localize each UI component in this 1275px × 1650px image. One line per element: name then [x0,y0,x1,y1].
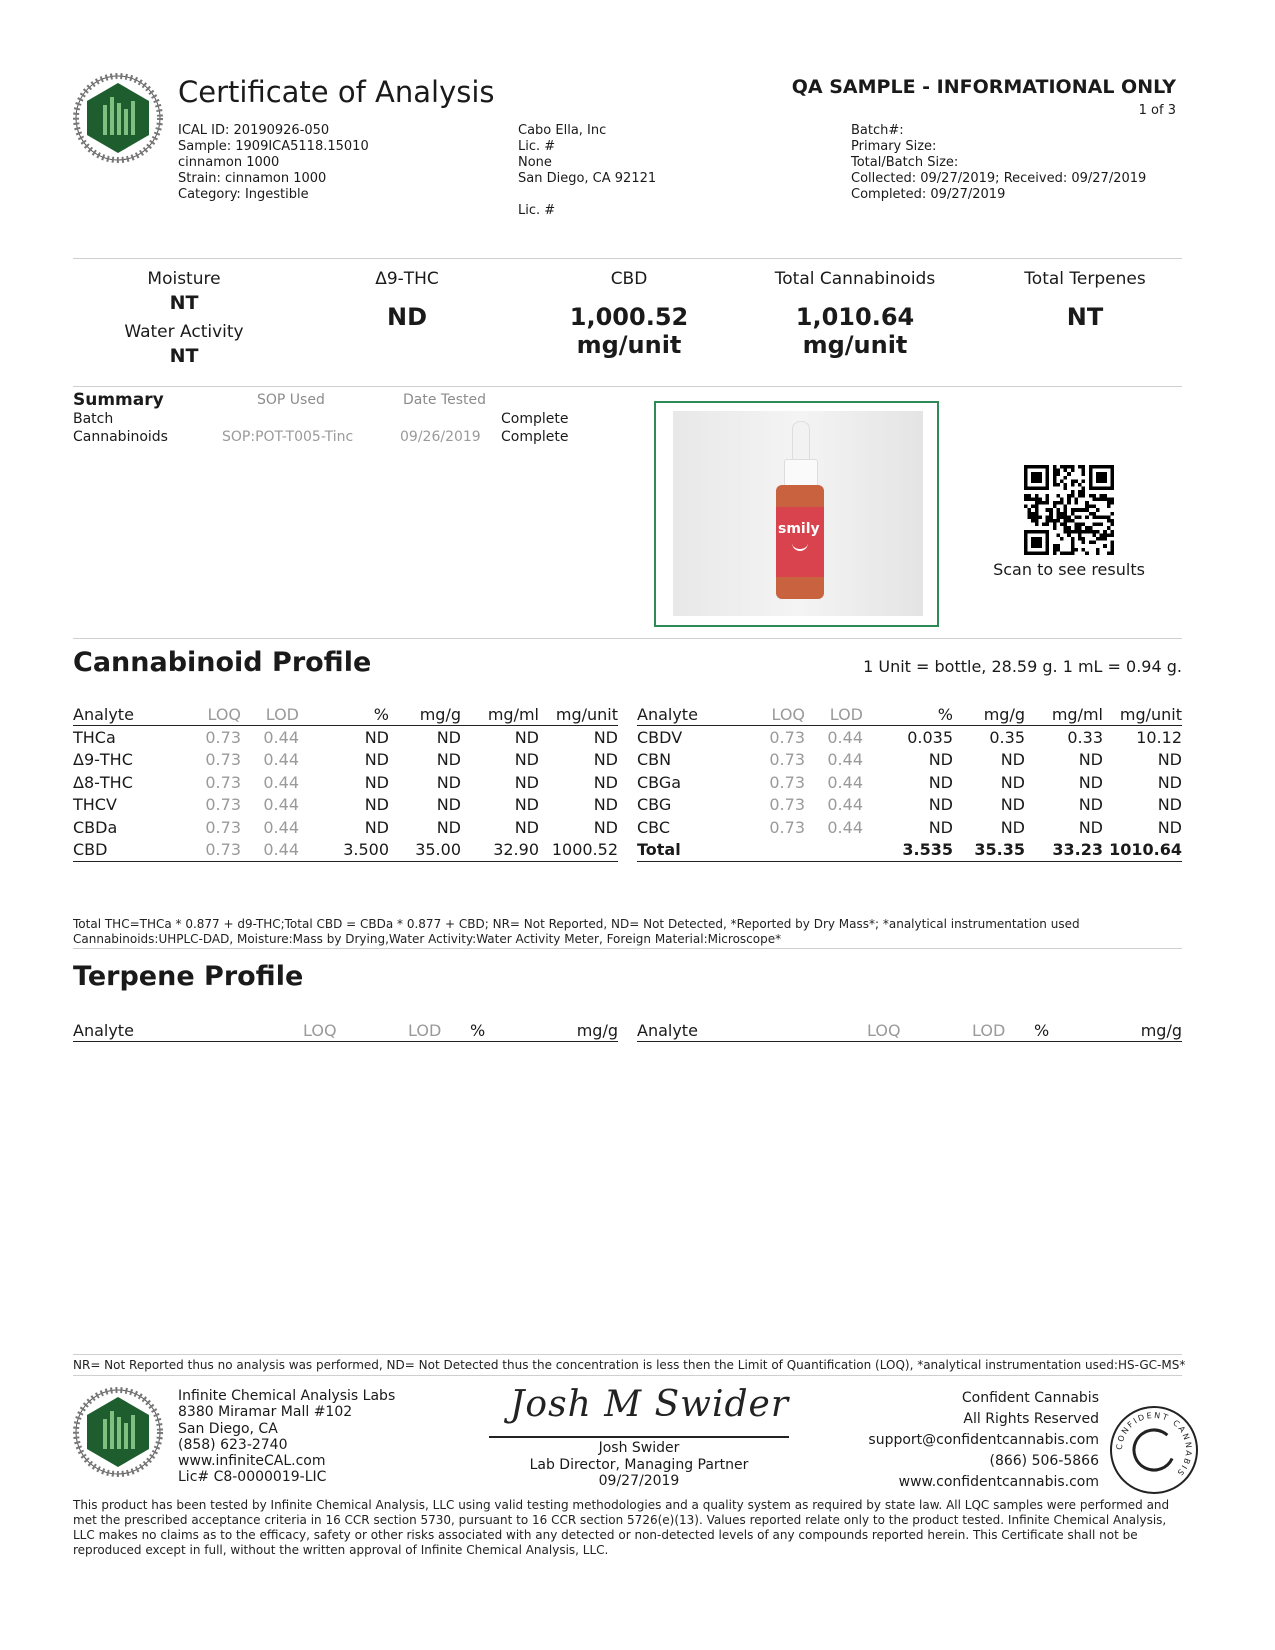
table-cell: 0.73 [769,817,805,837]
terpene-header-loq: LOQ [867,1019,972,1042]
table-cell: 35.35 [953,839,1025,862]
seal-text: CONFIDENT CANNABIS [1114,1410,1194,1479]
table-cell: ND [593,817,618,837]
divider [73,948,1182,949]
column-header-mgunit: mg/unit [539,703,618,726]
table-cell: ND [1000,772,1025,792]
signer-block [489,1440,789,1490]
moisture-value: NT [169,292,199,314]
summary-row-name: Cannabinoids [73,429,168,445]
table-cell: ND [514,727,539,747]
table-cell: ND [364,727,389,747]
table-cell: 0.73 [205,795,241,815]
table-cell: CBGa [637,772,682,792]
primary-size: Primary Size: [851,139,937,154]
terpene-header-lod: LOD [408,1019,470,1042]
table-row [73,726,618,749]
table-cell: ND [514,750,539,770]
qr-code-icon[interactable] [1024,465,1114,555]
client-name: Cabo Ella, Inc [518,123,607,138]
table-cell: 1000.52 [539,839,618,862]
cc-name: Confident Cannabis [961,1390,1099,1406]
terpene-header-mgg: mg/g [1104,1019,1182,1042]
column-header-mgg: mg/g [389,703,461,726]
page-number: 1 of 3 [1138,103,1176,118]
table-cell: 0.35 [989,727,1025,747]
terpene-header-mgg: mg/g [540,1019,618,1042]
signature-line [489,1436,789,1438]
total-batch-size: Total/Batch Size: [851,155,959,170]
qr-caption: Scan to see results [993,560,1145,579]
cbd-label: CBD [610,269,648,289]
client-address2: San Diego, CA 92121 [518,171,657,186]
lab-website[interactable]: www.infiniteCAL.com [178,1453,326,1470]
table-cell: 0.44 [241,839,299,862]
bottle [776,485,824,599]
table-cell: CBDa [73,817,118,837]
column-header-mgml: mg/ml [1025,703,1103,726]
summary-row-status: Complete [501,411,569,427]
summary-date-header: Date Tested [403,392,486,408]
footer-note: NR= Not Reported thus no analysis was performed, ND= Not Detected thus the concentration is less then the Limit of Quantification (LOQ), *analytical instrumentation used:HS-GC-MS* [73,1358,1186,1372]
total-cannabinoids-label: Total Cannabinoids [774,269,936,289]
table-cell: ND [436,817,461,837]
terpene-table-left [73,1019,618,1042]
confident-cannabis-seal-icon [1109,1405,1199,1495]
table-cell: 0.73 [769,772,805,792]
cbd-value: 1,000.52 mg/unit [569,303,689,359]
thc-value: ND [386,303,427,331]
table-cell: 0.44 [263,795,299,815]
table-cell: CBG [637,795,672,815]
table-cell: THCV [73,795,117,815]
signer-name: Josh Swider [598,1440,680,1456]
terpene-header-analyte: Analyte [73,1019,303,1042]
summary-row-status: Complete [501,429,569,445]
table-cell: 0.44 [827,727,863,747]
table-cell: ND [436,795,461,815]
summary-row [73,411,113,427]
bottle-label-text: smily [778,521,820,537]
summary-title: Summary [73,390,164,410]
table-cell: 3.535 [863,839,953,862]
cc-phone: (866) 506-5866 [989,1453,1099,1469]
table-cell: ND [1078,750,1103,770]
client-address1: None [518,155,552,170]
terpene-header-percent: % [470,1019,540,1042]
strain: Strain: cinnamon 1000 [178,171,327,186]
table-cell: ND [514,772,539,792]
cannabinoid-table-right [637,703,1182,862]
total-cannabinoids-value: 1,010.64 mg/unit [795,303,915,359]
terpene-table-right [637,1019,1182,1042]
terpene-header-lod: LOD [972,1019,1034,1042]
lab-logo [73,73,163,163]
divider [73,638,1182,639]
table-row [637,771,1182,794]
table-cell: 1010.64 [1103,839,1182,862]
table-cell: ND [928,750,953,770]
column-header-lod: LOD [241,703,299,726]
cc-rights: All Rights Reserved [963,1411,1099,1427]
table-row [73,816,618,839]
table-cell: ND [593,750,618,770]
lab-name: Infinite Chemical Analysis Labs [178,1388,396,1404]
table-cell: ND [436,727,461,747]
dropper-bulb [792,421,810,463]
table-cell: ND [593,772,618,792]
divider [73,1354,1182,1355]
table-cell: 33.23 [1025,839,1103,862]
qa-label: QA SAMPLE - INFORMATIONAL ONLY [791,76,1176,98]
total-row [637,839,1182,862]
table-cell: 0.73 [769,727,805,747]
batch-info [851,123,1146,203]
cannabinoid-footnote: Total THC=THCa * 0.877 + d9-THC;Total CBD = CBDa * 0.877 + CBD; NR= Not Reported, ND= Not Detected, *Reported by Dry Mass*; *analytical instrumentation used Cannabinoids:UHPLC-DAD, Moisture:Mass by Drying,Water Activity:Water Activity Meter, Foreign Material:Microscope* [73,917,1080,946]
table-cell: 0.73 [205,817,241,837]
lab-contact [178,1388,395,1486]
table-cell: 0.44 [263,750,299,770]
table-cell: ND [514,817,539,837]
terpene-header-percent: % [1034,1019,1104,1042]
total-terpenes-value: NT [1066,303,1104,331]
table-cell: ND [1157,750,1182,770]
table-cell: 32.90 [461,839,539,862]
category: Category: Ingestible [178,187,309,202]
column-header-mgunit: mg/unit [1103,703,1182,726]
table-cell: 0.73 [769,795,805,815]
collected-received: Collected: 09/27/2019; Received: 09/27/2019 [851,171,1147,186]
lab-city: San Diego, CA [178,1420,278,1437]
table-cell: 3.500 [299,839,389,862]
table-cell [747,839,805,862]
client-info [518,123,656,219]
product-photo-frame [654,401,939,627]
table-cell: Δ8-THC [73,772,133,792]
table-cell: ND [1078,772,1103,792]
table-cell: Total [637,839,747,862]
unit-note: 1 Unit = bottle, 28.59 g. 1 mL = 0.94 g. [863,657,1182,676]
sample-name: cinnamon 1000 [178,155,280,170]
column-header-lod: LOD [805,703,863,726]
terpene-header-analyte: Analyte [637,1019,867,1042]
summary-sop-header: SOP Used [257,392,325,408]
summary-row-name: Batch [73,411,114,427]
column-header-mgg: mg/g [953,703,1025,726]
summary-row-sop: SOP:POT-T005-Tinc [222,429,354,445]
table-row [637,749,1182,772]
thc-label: Δ9-THC [375,269,439,289]
table-cell: 35.00 [389,839,461,862]
table-cell: 0.44 [263,772,299,792]
column-header-percent: % [299,703,389,726]
table-cell: ND [593,795,618,815]
table-cell: CBD [73,839,183,862]
column-header-mgml: mg/ml [461,703,539,726]
table-cell: 0.035 [907,727,953,747]
table-row [637,816,1182,839]
table-cell: 0.73 [769,750,805,770]
cc-email[interactable]: support@confidentcannabis.com [868,1432,1099,1448]
batch-number: Batch#: [851,123,904,138]
table-cell: 0.73 [183,839,241,862]
table-cell: 0.33 [1067,727,1103,747]
sample-info [178,123,369,203]
table-cell [805,839,863,862]
table-row [73,749,618,772]
table-cell: ND [1000,795,1025,815]
table-cell: ND [364,750,389,770]
water-activity-value: NT [169,345,199,367]
table-cell: 0.73 [205,727,241,747]
table-cell: ND [1078,817,1103,837]
table-cell: ND [1000,750,1025,770]
summary-row-date: 09/26/2019 [400,429,481,445]
table-cell: 0.44 [827,772,863,792]
table-cell: CBC [637,817,671,837]
signer-date: 09/27/2019 [598,1473,680,1489]
disclaimer: This product has been tested by Infinite Chemical Analysis, LLC using valid testing methodologies and a quality system as required by state law. All LQC samples were performed and met the prescribed acceptance criteria in 16 CCR section 5730, pursuant to 16 CCR section 5726(e)(13). Values reported relate only to the product tested. Infinite Chemical Analysis, LLC makes no claims as to the efficacy, safety or other risks associated with any detected or non-detected levels of any compounds reported herein. This Certificate shall not be reproduced except in full, without the written approval of Infinite Chemical Analysis, LLC. [73,1498,1170,1557]
table-cell: ND [514,795,539,815]
moisture-label: Moisture [147,269,221,289]
table-cell: 0.44 [263,727,299,747]
lab-phone: (858) 623-2740 [178,1436,288,1453]
cannabinoid-profile-title: Cannabinoid Profile [73,647,372,678]
table-row [73,839,618,862]
total-terpenes-label: Total Terpenes [1024,269,1146,289]
terpene-profile-title: Terpene Profile [73,961,304,992]
footer-lab-logo [73,1387,163,1477]
document-title: Certificate of Analysis [178,75,495,109]
column-header-percent: % [863,703,953,726]
cannabinoid-table-left [73,703,618,862]
signature: Josh M Swider [510,1384,790,1425]
table-cell: ND [436,750,461,770]
product-photo [673,411,923,616]
table-cell: 10.12 [1136,727,1182,747]
lab-license: Lic# C8-0000019-LIC [178,1469,327,1486]
table-cell: ND [364,817,389,837]
table-cell: 0.73 [205,772,241,792]
table-cell: CBN [637,750,672,770]
table-cell: ND [928,795,953,815]
table-cell: ND [364,795,389,815]
table-cell: 0.44 [263,817,299,837]
table-cell: THCa [73,727,116,747]
sample-id: Sample: 1909ICA5118.15010 [178,139,369,154]
client-lic: Lic. # [518,139,556,154]
table-cell: 0.44 [827,795,863,815]
column-header-loq: LOQ [747,703,805,726]
table-cell: ND [436,772,461,792]
column-header-loq: LOQ [183,703,241,726]
cc-website[interactable]: www.confidentcannabis.com [898,1474,1099,1490]
table-cell: ND [1157,817,1182,837]
table-cell: CBDV [637,727,683,747]
client-lic2: Lic. # [518,203,556,218]
column-header-analyte: Analyte [73,703,183,726]
table-cell: 0.44 [827,750,863,770]
table-row [73,771,618,794]
water-activity-label: Water Activity [124,322,244,342]
table-cell: ND [1157,772,1182,792]
table-cell: ND [1157,795,1182,815]
divider [73,386,1182,387]
table-cell: ND [928,817,953,837]
divider [73,1375,1182,1376]
ical-id: ICAL ID: 20190926-050 [178,123,330,138]
table-cell: ND [364,772,389,792]
divider [73,258,1182,259]
table-cell: 0.44 [827,817,863,837]
table-cell: ND [593,727,618,747]
table-cell: ND [928,772,953,792]
terpene-header-loq: LOQ [303,1019,408,1042]
completed-date: Completed: 09/27/2019 [851,187,1006,202]
table-row [637,794,1182,817]
table-row [637,726,1182,749]
table-cell: ND [1000,817,1025,837]
lab-address: 8380 Miramar Mall #102 [178,1404,353,1421]
table-row [73,794,618,817]
table-cell: ND [1078,795,1103,815]
table-cell: Δ9-THC [73,750,133,770]
signer-title: Lab Director, Managing Partner [529,1456,749,1473]
column-header-analyte: Analyte [637,703,747,726]
table-cell: 0.73 [205,750,241,770]
cc-contact [868,1388,1099,1493]
